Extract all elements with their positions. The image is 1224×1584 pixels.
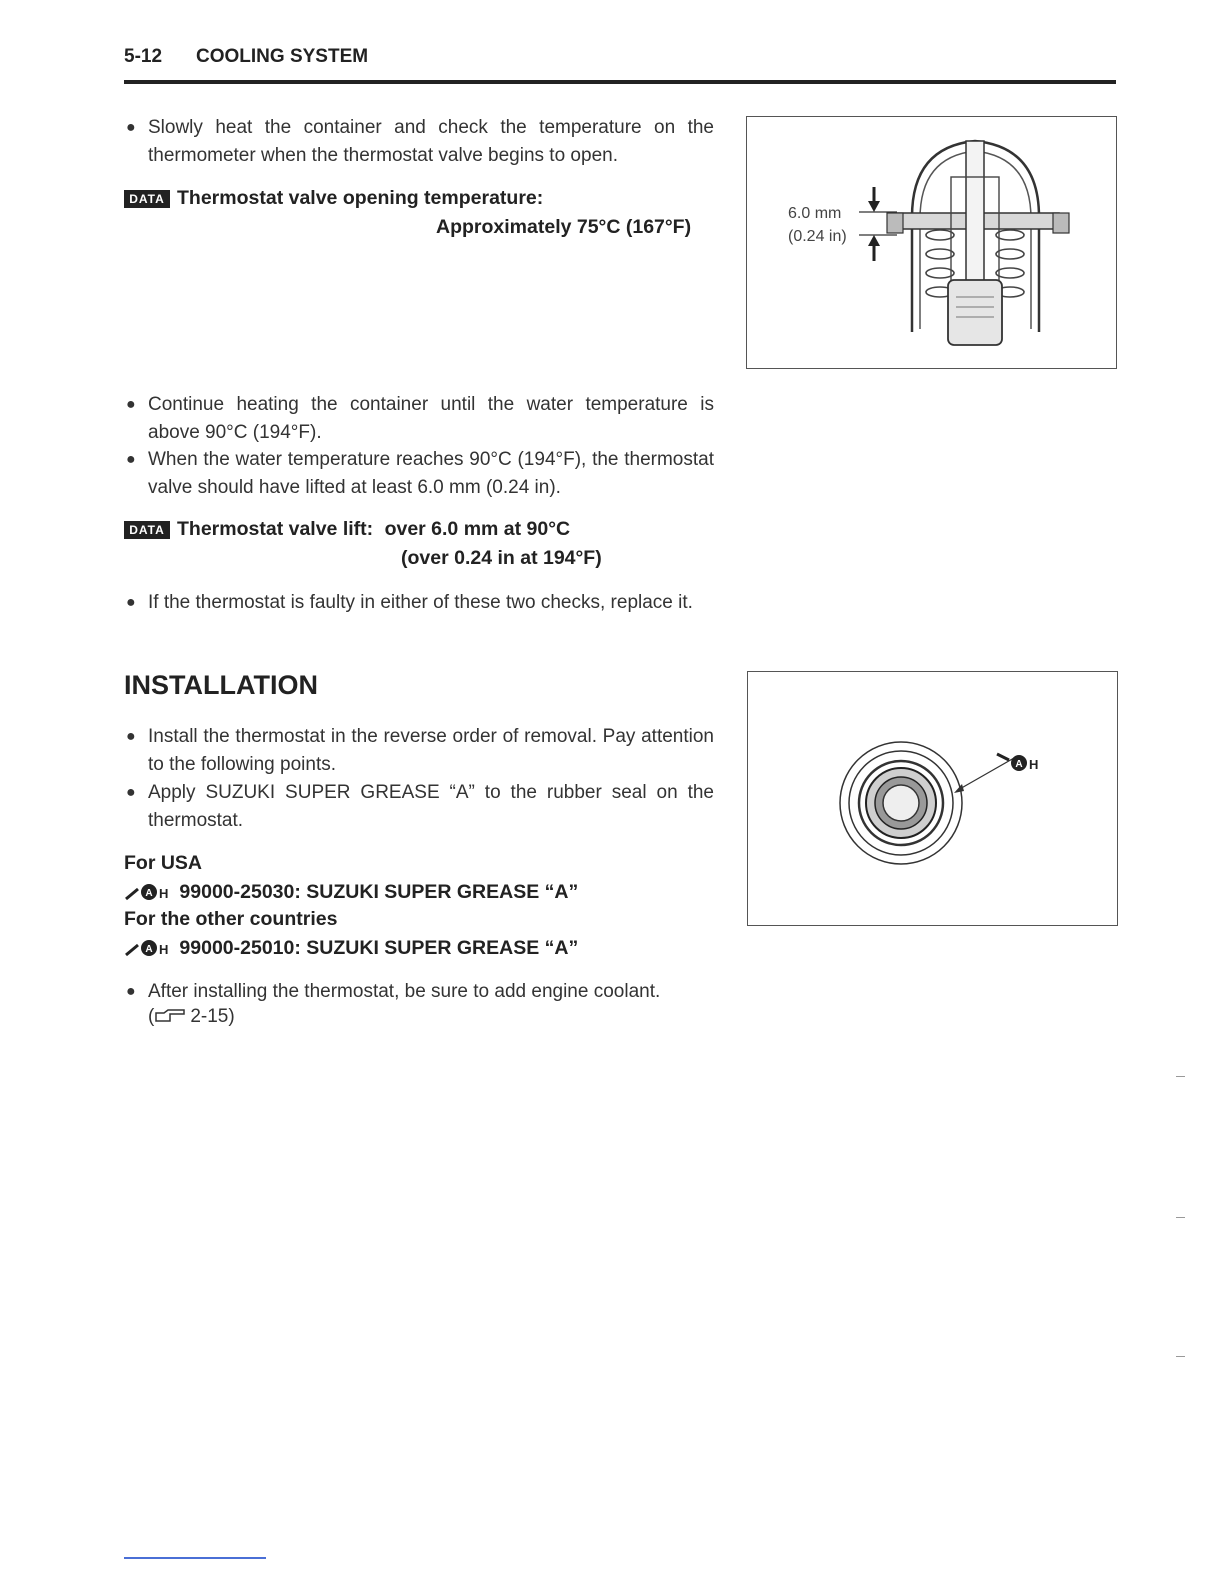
dim-mm-label: 6.0 mm	[788, 205, 842, 222]
bullet-dot-icon: ●	[126, 451, 136, 468]
page-header	[124, 46, 1116, 84]
list-item	[124, 978, 714, 1006]
grease-usa-item-line	[124, 880, 578, 904]
reference-line: ( 2-15)	[148, 1006, 235, 1027]
bullet-text: Continue heating the container until the water temperature is above 90°C (194°F).	[148, 394, 714, 443]
grease-other-item-line	[124, 936, 578, 960]
bullet-text: Slowly heat the container and check the temperature on the thermometer when the thermostat valve begins to open.	[148, 117, 714, 166]
grease-other-label: For the other countries	[124, 908, 338, 930]
pointing-hand-icon	[154, 1008, 186, 1024]
edge-mark	[1176, 1217, 1185, 1218]
edge-mark	[1176, 1076, 1185, 1077]
figure-thermostat-lift	[746, 116, 1117, 369]
list-item	[124, 114, 714, 170]
data-badge-icon: DATA	[124, 521, 170, 539]
list-item	[124, 446, 714, 502]
list-item	[124, 589, 714, 617]
bullet-dot-icon: ●	[126, 119, 136, 136]
bullet-text: Apply SUZUKI SUPER GREASE “A” to the rubber seal on the thermostat.	[148, 782, 714, 831]
spec-opening-label-line	[124, 187, 543, 210]
grease-symbol-letter: A	[1015, 759, 1023, 770]
reference-page: 2-15	[190, 1006, 229, 1027]
spec-lift-value2: (over 0.24 in at 194°F)	[401, 547, 602, 569]
thermostat-lift-diagram	[747, 117, 1116, 368]
spec-lift-line	[124, 518, 570, 541]
figure-thermostat-seal	[747, 671, 1118, 926]
grease-usa-item: 99000-25030: SUZUKI SUPER GREASE “A”	[179, 881, 579, 903]
spec-opening-label: Thermostat valve opening temperature:	[177, 187, 544, 209]
grease-other-item: 99000-25010: SUZUKI SUPER GREASE “A”	[179, 937, 579, 959]
grease-symbol-suffix: H	[159, 886, 169, 901]
list-item	[124, 723, 714, 779]
bullet-text: After installing the thermostat, be sure to add engine coolant.	[148, 981, 661, 1002]
grease-symbol-letter: A	[145, 888, 153, 899]
grease-gun-icon	[997, 754, 1038, 772]
bullet-text: When the water temperature reaches 90°C (194°F), the thermostat valve should have lifted at least 6.0 mm (0.24 in).	[148, 449, 714, 498]
bullet-dot-icon: ●	[126, 983, 136, 1000]
spec-lift-label: Thermostat valve lift:	[177, 518, 374, 540]
bullet-dot-icon: ●	[126, 594, 136, 611]
grease-symbol-suffix: H	[159, 942, 169, 957]
bullet-text: If the thermostat is faulty in either of these two checks, replace it.	[148, 592, 693, 613]
dim-in-label: (0.24 in)	[788, 228, 847, 245]
data-badge-icon: DATA	[124, 190, 170, 208]
section-title-header: COOLING SYSTEM	[196, 46, 369, 67]
bullet-dot-icon: ●	[126, 396, 136, 413]
grease-symbol-letter: A	[145, 944, 153, 955]
grease-symbol-suffix: H	[1029, 757, 1039, 772]
bullet-dot-icon: ●	[126, 728, 136, 745]
installation-heading: INSTALLATION	[124, 670, 318, 700]
grease-gun-icon	[124, 936, 174, 958]
grease-gun-icon	[124, 880, 174, 902]
thermostat-seal-diagram	[748, 672, 1117, 925]
edge-mark	[1176, 1356, 1185, 1357]
spec-opening-value: Approximately 75°C (167°F)	[436, 216, 692, 238]
bullet-dot-icon: ●	[126, 784, 136, 801]
footer-rule	[124, 1557, 266, 1559]
list-item	[124, 779, 714, 835]
grease-usa-label: For USA	[124, 852, 202, 874]
bullet-text: Install the thermostat in the reverse order of removal. Pay attention to the following points.	[148, 726, 714, 775]
spec-lift-value1: over 6.0 mm at 90°C	[384, 518, 571, 540]
page-number: 5-12	[124, 46, 163, 67]
list-item	[124, 391, 714, 447]
